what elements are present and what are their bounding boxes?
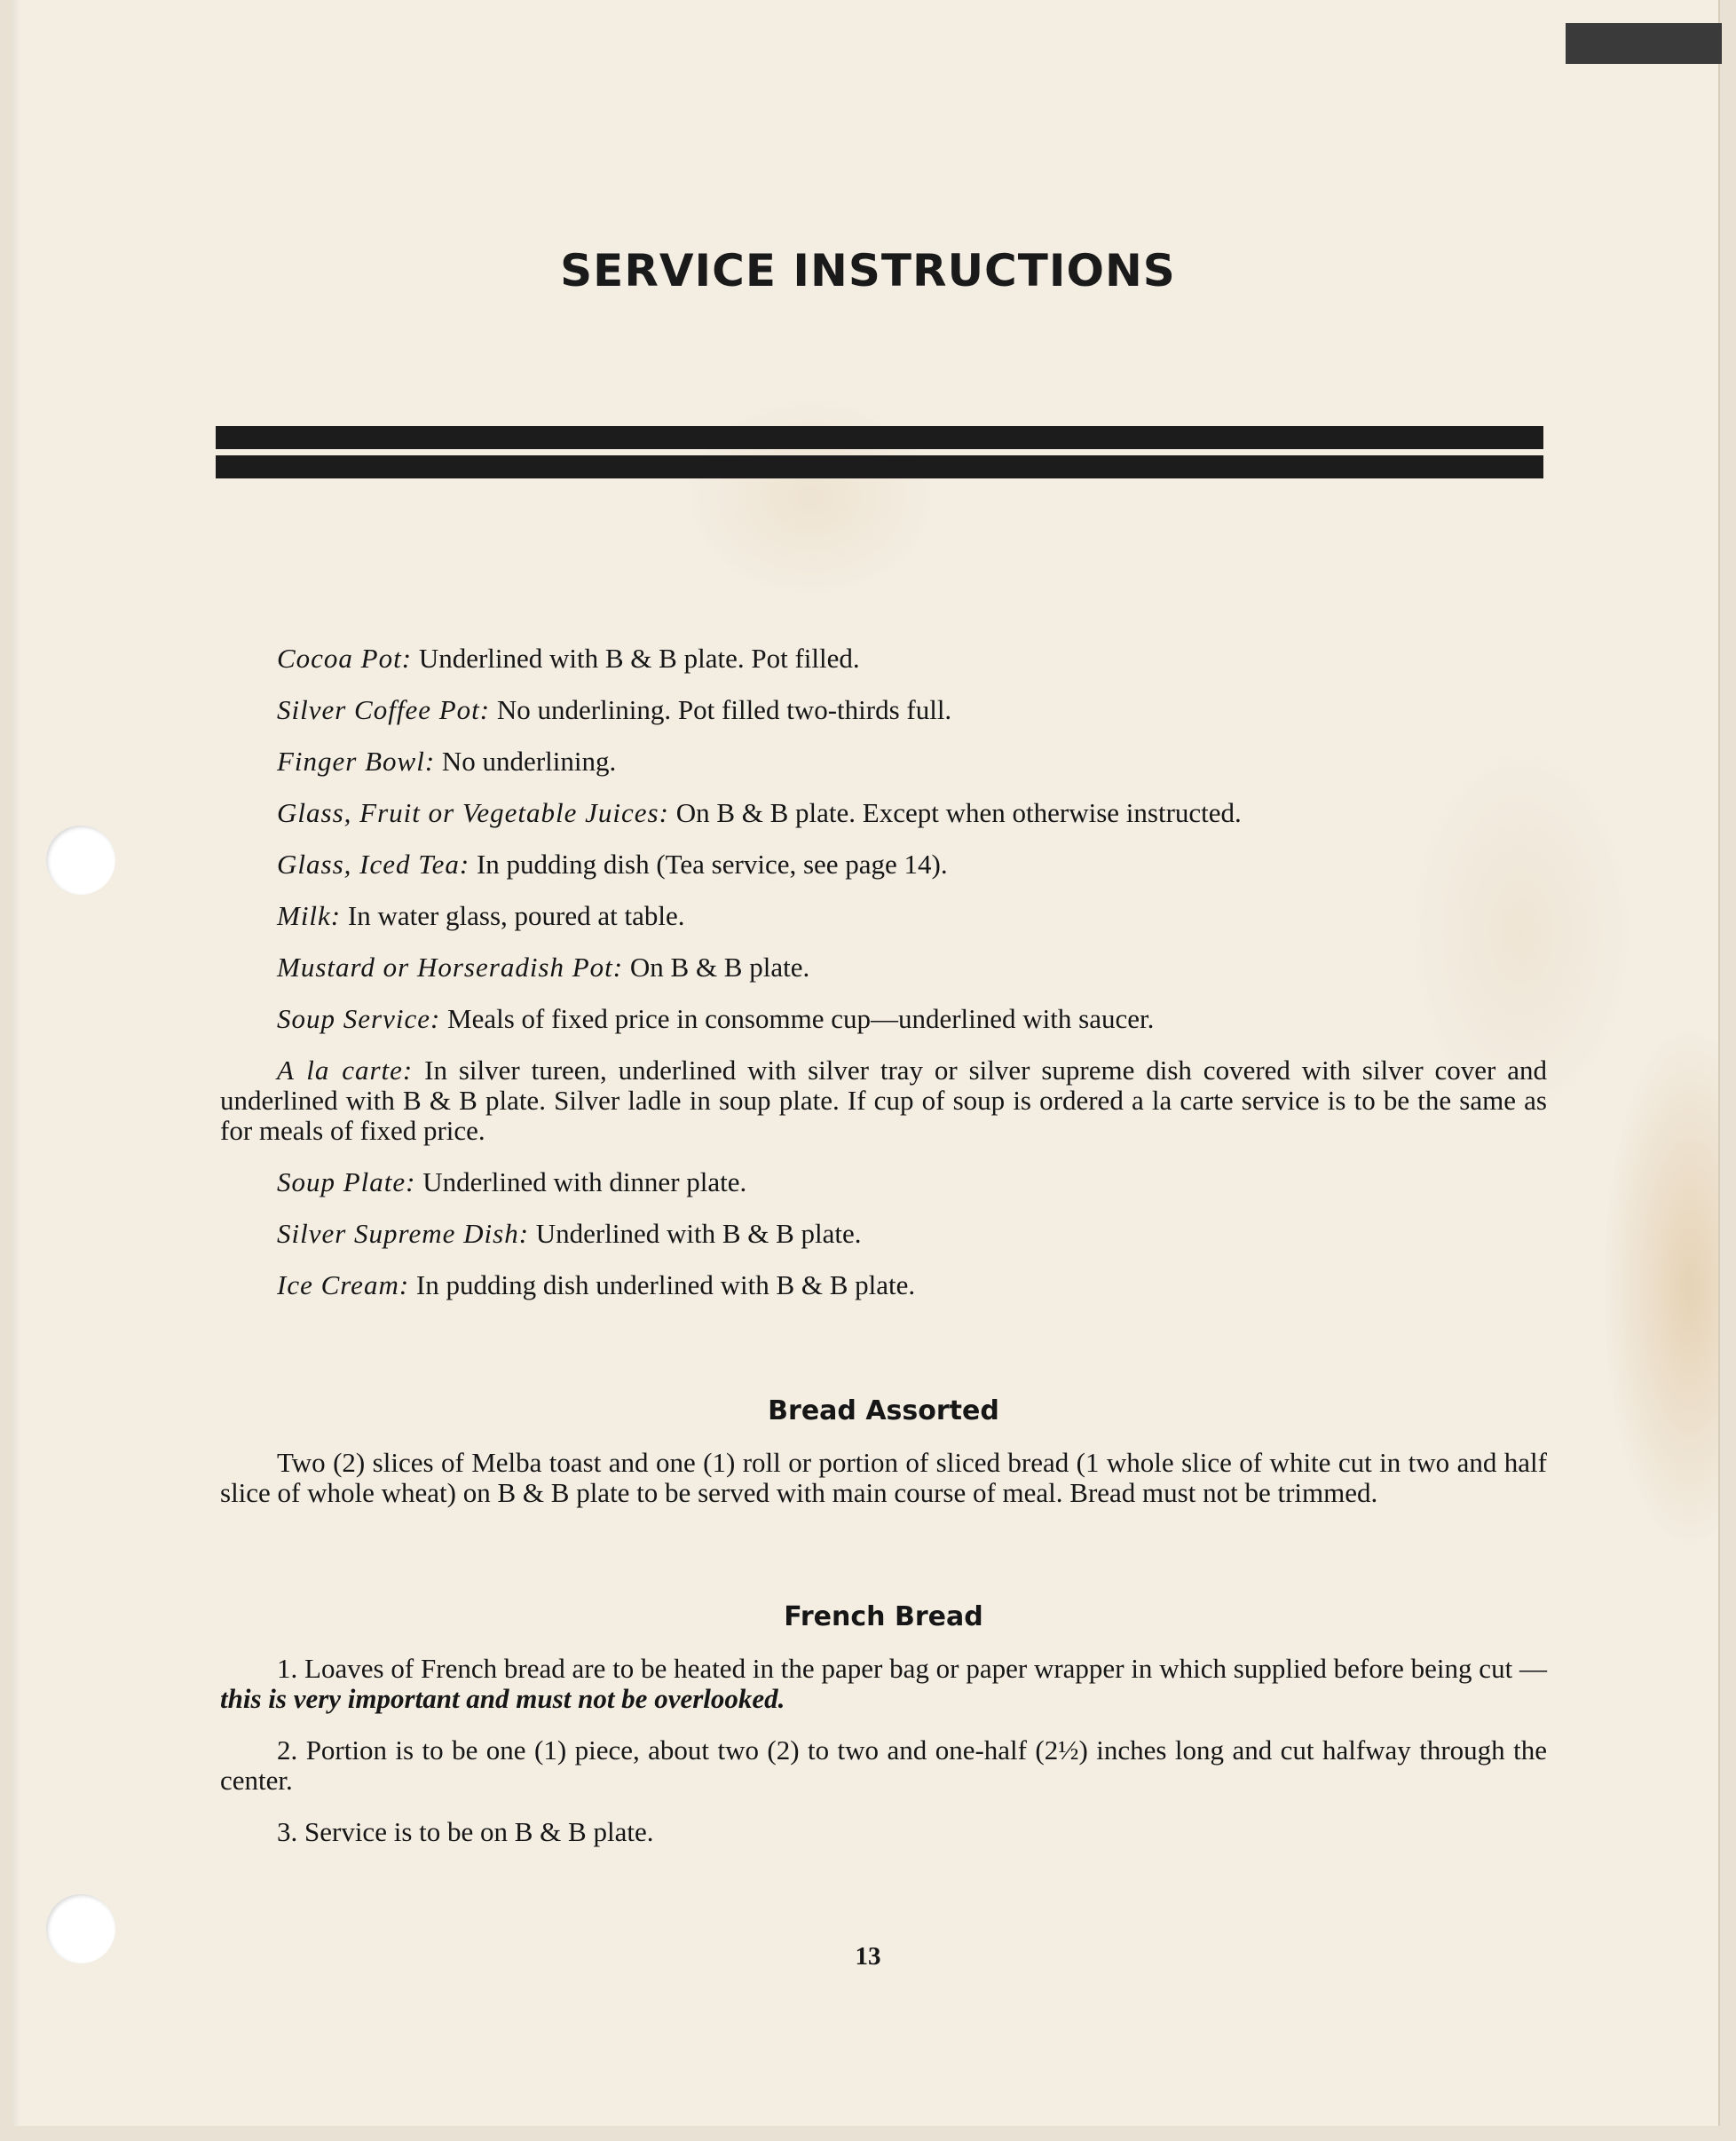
item-term: Milk: [277, 900, 342, 931]
instruction-item [220, 695, 1547, 725]
binder-hole-icon [46, 826, 115, 895]
instruction-item [220, 798, 1547, 828]
section-heading-bread-assorted: Bread Assorted [768, 1395, 999, 1426]
french-bread-item-1 [220, 1654, 1547, 1714]
item-text: In water glass, poured at table. [341, 900, 685, 931]
item-term: Cocoa Pot: [277, 643, 413, 674]
item-text: On B & B plate. Except when otherwise instructed. [668, 797, 1242, 828]
title-rule-top [216, 426, 1543, 449]
item-term: Silver Coffee Pot: [277, 694, 491, 725]
item-text: Underlined with dinner plate. [415, 1166, 747, 1197]
item-text: Underlined with B & B plate. [529, 1218, 862, 1249]
title-rule-bottom [216, 455, 1543, 478]
item-term: Finger Bowl: [277, 746, 436, 777]
item-term: Glass, Fruit or Vegetable Juices: [277, 797, 669, 828]
corner-tab-marker [1566, 23, 1722, 64]
instruction-item [220, 1055, 1547, 1146]
instruction-item [220, 747, 1547, 777]
item-text: Meals of fixed price in consomme cup—underlined with saucer. [440, 1003, 1155, 1034]
instruction-item [220, 849, 1547, 880]
item-term: Soup Plate: [277, 1166, 416, 1197]
french-bread-item-2: 2. Portion is to be one (1) piece, about two (2) to two and one-half (2½) inches long and cut halfway through the center. [220, 1734, 1547, 1796]
item-term: Silver Supreme Dish: [277, 1218, 530, 1249]
page-number: 13 [855, 1942, 881, 1971]
instruction-item [220, 1219, 1547, 1249]
item-text: In silver tureen, underlined with silver tray or silver supreme dish covered with silver cover and underlined with B & B plate. Silver ladle in soup plate. If cup of soup is ordered a la carte service is to be the same as for meals of fixed price. [220, 1055, 1547, 1146]
item-term: Glass, Iced Tea: [277, 849, 470, 880]
item-text: In pudding dish (Tea service, see page 14). [470, 849, 948, 880]
instruction-item [220, 1004, 1547, 1034]
item-text: 1. Loaves of French bread are to be heated in the paper bag or paper wrapper in which supplied before being cut — [277, 1653, 1547, 1684]
main-content [220, 644, 1547, 1868]
item-emphasis: this is very important and must not be overlooked. [220, 1683, 785, 1714]
item-text: On B & B plate. [623, 952, 810, 983]
item-term: Soup Service: [277, 1003, 441, 1034]
item-text: No underlining. [435, 746, 617, 777]
french-bread-item-3: 3. Service is to be on B & B plate. [277, 1816, 654, 1847]
instruction-item [220, 1167, 1547, 1197]
item-text: In pudding dish underlined with B & B plate. [409, 1269, 916, 1300]
section-heading-french-bread: French Bread [784, 1601, 983, 1632]
bread-assorted-paragraph: Two (2) slices of Melba toast and one (1) roll or portion of sliced bread (1 whole slice of white cut in two and half slice of whole wheat) on B & B plate to be served with main course of meal. Bread must not be trimmed. [220, 1447, 1547, 1508]
item-text: Underlined with B & B plate. Pot filled. [412, 643, 860, 674]
item-term: A la carte: [277, 1055, 414, 1086]
instruction-item [220, 644, 1547, 674]
instruction-item [220, 1270, 1547, 1300]
instruction-item [220, 952, 1547, 983]
item-term: Ice Cream: [277, 1269, 410, 1300]
page-title: SERVICE INSTRUCTIONS [560, 245, 1176, 296]
item-term: Mustard or Horseradish Pot: [277, 952, 624, 983]
item-text: No underlining. Pot filled two-thirds full. [490, 694, 952, 725]
instruction-item [220, 901, 1547, 931]
